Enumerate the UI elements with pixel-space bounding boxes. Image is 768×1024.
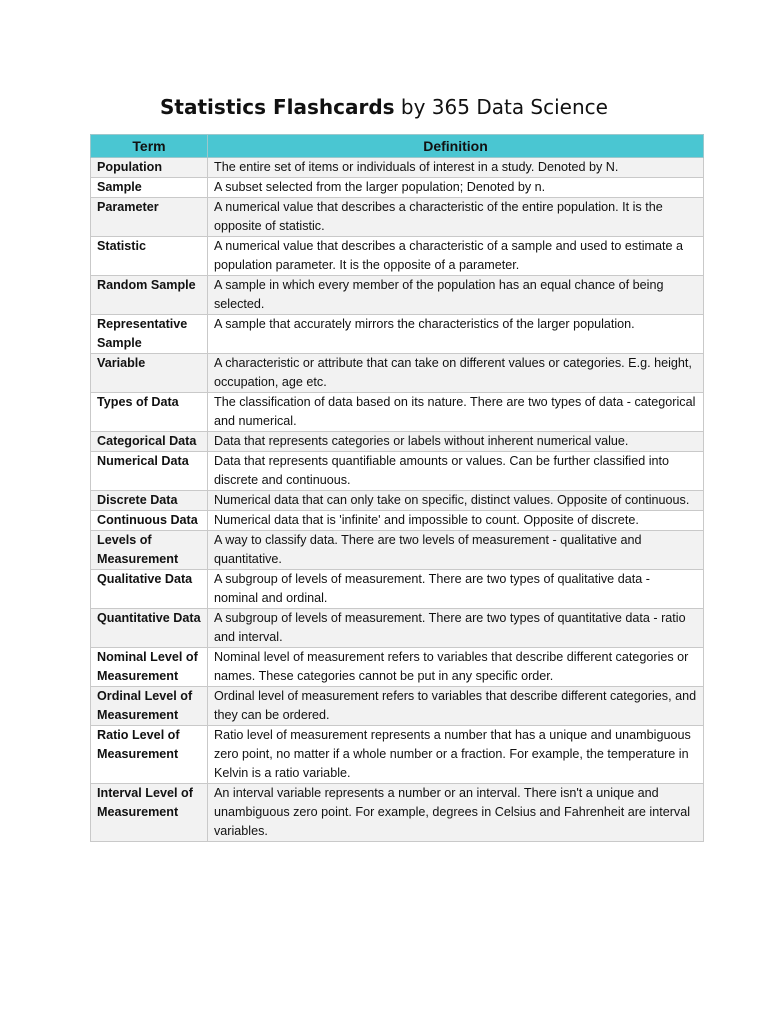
definition-cell: A sample in which every member of the population has an equal chance of being selected. — [208, 276, 704, 315]
title-bold: Statistics Flashcards — [160, 95, 395, 119]
table-row — [91, 158, 704, 178]
table-row — [91, 784, 704, 842]
table-row — [91, 198, 704, 237]
term-cell: Discrete Data — [91, 491, 208, 511]
term-cell: Ratio Level of Measurement — [91, 726, 208, 784]
definition-column-header: Definition — [208, 135, 704, 158]
term-cell: Quantitative Data — [91, 609, 208, 648]
term-cell: Variable — [91, 354, 208, 393]
table-row — [91, 687, 704, 726]
term-cell: Types of Data — [91, 393, 208, 432]
term-column-header: Term — [91, 135, 208, 158]
definition-cell: Data that represents categories or labels without inherent numerical value. — [208, 432, 704, 452]
definition-cell: A numerical value that describes a characteristic of a sample and used to estimate a population parameter. It is the opposite of a parameter. — [208, 237, 704, 276]
term-cell: Random Sample — [91, 276, 208, 315]
term-cell: Parameter — [91, 198, 208, 237]
term-cell: Statistic — [91, 237, 208, 276]
definition-cell: A characteristic or attribute that can take on different values or categories. E.g. height, occupation, age etc. — [208, 354, 704, 393]
definition-cell: A way to classify data. There are two levels of measurement - qualitative and quantitative. — [208, 531, 704, 570]
term-cell: Interval Level of Measurement — [91, 784, 208, 842]
table-row — [91, 491, 704, 511]
table-row — [91, 452, 704, 491]
term-cell: Nominal Level of Measurement — [91, 648, 208, 687]
table-row — [91, 237, 704, 276]
table-row — [91, 315, 704, 354]
table-row — [91, 393, 704, 432]
term-cell: Numerical Data — [91, 452, 208, 491]
definition-cell: Numerical data that can only take on specific, distinct values. Opposite of continuous. — [208, 491, 704, 511]
table-row — [91, 178, 704, 198]
title-byline: by 365 Data Science — [394, 95, 608, 119]
page-title — [0, 94, 768, 120]
definition-cell: A numerical value that describes a characteristic of the entire population. It is the opposite of statistic. — [208, 198, 704, 237]
definition-cell: A subset selected from the larger population; Denoted by n. — [208, 178, 704, 198]
table-row — [91, 570, 704, 609]
term-cell: Ordinal Level of Measurement — [91, 687, 208, 726]
term-cell: Sample — [91, 178, 208, 198]
table-row — [91, 648, 704, 687]
definition-cell: Ratio level of measurement represents a number that has a unique and unambiguous zero point, no matter if a whole number or a fraction. For example, the temperature in Kelvin is a ratio variable. — [208, 726, 704, 784]
table-row — [91, 276, 704, 315]
table-header-row — [91, 135, 704, 158]
term-cell: Continuous Data — [91, 511, 208, 531]
definition-cell: The entire set of items or individuals of interest in a study. Denoted by N. — [208, 158, 704, 178]
table-row — [91, 354, 704, 393]
table-row — [91, 726, 704, 784]
definition-cell: Nominal level of measurement refers to variables that describe different categories or names. These categories cannot be put in any specific order. — [208, 648, 704, 687]
definition-cell: Data that represents quantifiable amounts or values. Can be further classified into discrete and continuous. — [208, 452, 704, 491]
table-row — [91, 531, 704, 570]
table-row — [91, 511, 704, 531]
term-cell: Levels of Measurement — [91, 531, 208, 570]
definition-cell: A sample that accurately mirrors the characteristics of the larger population. — [208, 315, 704, 354]
term-cell: Population — [91, 158, 208, 178]
term-cell: Qualitative Data — [91, 570, 208, 609]
definition-cell: A subgroup of levels of measurement. There are two types of quantitative data - ratio and interval. — [208, 609, 704, 648]
definition-cell: Numerical data that is 'infinite' and impossible to count. Opposite of discrete. — [208, 511, 704, 531]
flashcards-table — [90, 134, 704, 842]
table-row — [91, 432, 704, 452]
definition-cell: A subgroup of levels of measurement. There are two types of qualitative data - nominal and ordinal. — [208, 570, 704, 609]
table-row — [91, 609, 704, 648]
term-cell: Representative Sample — [91, 315, 208, 354]
term-cell: Categorical Data — [91, 432, 208, 452]
definition-cell: An interval variable represents a number or an interval. There isn't a unique and unambiguous zero point. For example, degrees in Celsius and Fahrenheit are interval variables. — [208, 784, 704, 842]
definition-cell: The classification of data based on its nature. There are two types of data - categorical and numerical. — [208, 393, 704, 432]
definition-cell: Ordinal level of measurement refers to variables that describe different categories, and they can be ordered. — [208, 687, 704, 726]
